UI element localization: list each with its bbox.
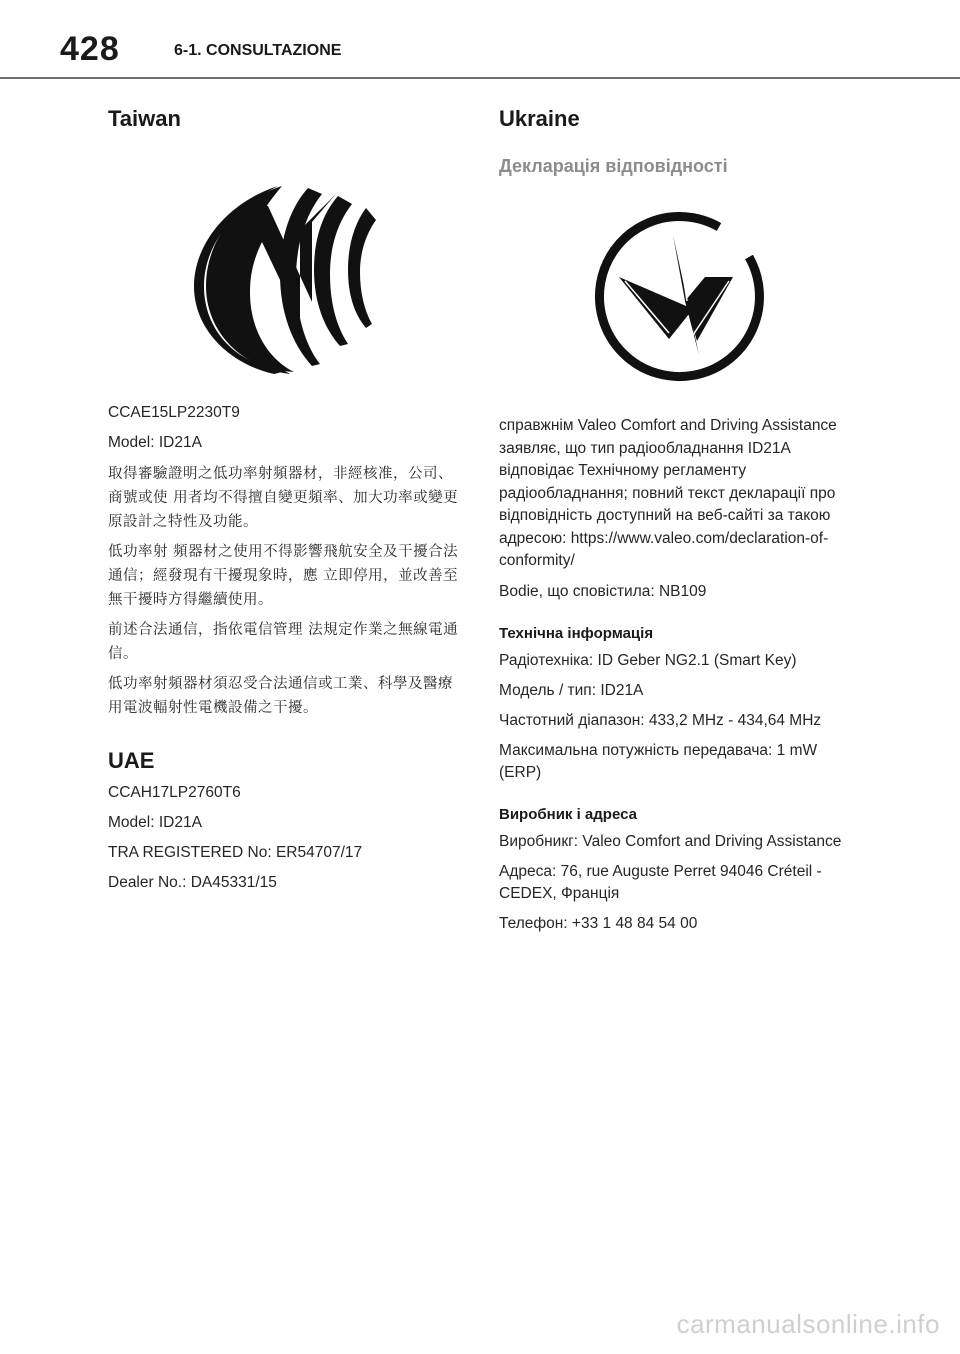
page-header [0, 0, 960, 80]
ukraine-maker-line: Адреса: 76, rue Auguste Perret 94046 Créteil - CEDEX, Франція [499, 862, 822, 902]
uae-heading: UAE [108, 748, 155, 773]
ukraine-tech-line: Максимальна потужність передавача: 1 mW (ERP) [499, 741, 818, 781]
ukraine-maker-line: Телефон: +33 1 48 84 54 00 [499, 914, 698, 932]
taiwan-heading: Taiwan [108, 106, 181, 131]
header-divider [0, 77, 960, 79]
taiwan-model: Model: ID21A [108, 434, 202, 451]
taiwan-notice-paragraph: 取得審驗證明之低功率射頻器材，非經核准，公司、商號或使 用者均不得擅自變更頻率、加大功率或變更原設計之特性及功能。 [108, 466, 459, 530]
taiwan-notice-paragraph: 前述合法通信，指依電信管理 法規定作業之無線電通信。 [108, 622, 459, 662]
ukraine-notified-body: Bodie, що сповістила: NB109 [499, 582, 707, 600]
ukraine-tech-heading: Технічна інформація [499, 624, 654, 642]
ukraine-declaration-text: справжнім Valeo Comfort and Driving Assistance заявляє, що тип радіообладнання ID21A відповідає Технічному регламенту радіообладнання; повний текст декларації про відповідність доступний на веб-сайті за такою адресою: https://www.valeo.com/declaration-of-conformity/ [499, 417, 837, 569]
ukraine-maker-line: Виробникг: Valeo Comfort and Driving Assistance [499, 832, 842, 850]
ukraine-tech-line: Модель / тип: ID21A [499, 681, 644, 699]
left-column [108, 100, 464, 894]
taiwan-notice-paragraph: 低功率射 頻器材之使用不得影響飛航安全及干擾合法通信；經發現有干擾現象時，應 立即停用，並改善至無干擾時方得繼續使用。 [108, 544, 459, 608]
ukraine-maker-heading: Виробник і адреса [499, 805, 637, 823]
ukraine-tech-line: Частотний діапазон: 433,2 MHz - 434,64 MHz [499, 711, 822, 729]
chapter-title: 6-1. CONSULTAZIONE [174, 42, 342, 59]
watermark: carmanualsonline.info [676, 1309, 940, 1339]
ukraine-heading: Ukraine [499, 106, 580, 131]
uae-cert-number: CCAH17LP2760T6 [108, 784, 241, 801]
page-number: 428 [60, 30, 120, 68]
ncc-logo-icon [190, 182, 380, 378]
ukraine-tech-line: Радіотехніка: ID Geber NG2.1 (Smart Key) [499, 651, 797, 669]
uae-tra-number: TRA REGISTERED No: ER54707/17 [108, 844, 363, 861]
uae-dealer-number: Dealer No.: DA45331/15 [108, 874, 277, 891]
taiwan-notice-paragraph: 低功率射頻器材須忍受合法通信或工業、科學及醫療用電波輻射性電機設備之干擾。 [108, 676, 453, 716]
right-column [499, 100, 849, 935]
ukrsepro-conformity-icon [589, 205, 769, 385]
ukraine-subheading: Декларація відповідності [499, 156, 728, 176]
taiwan-cert-number: CCAE15LP2230T9 [108, 404, 240, 421]
uae-model: Model: ID21A [108, 814, 202, 831]
